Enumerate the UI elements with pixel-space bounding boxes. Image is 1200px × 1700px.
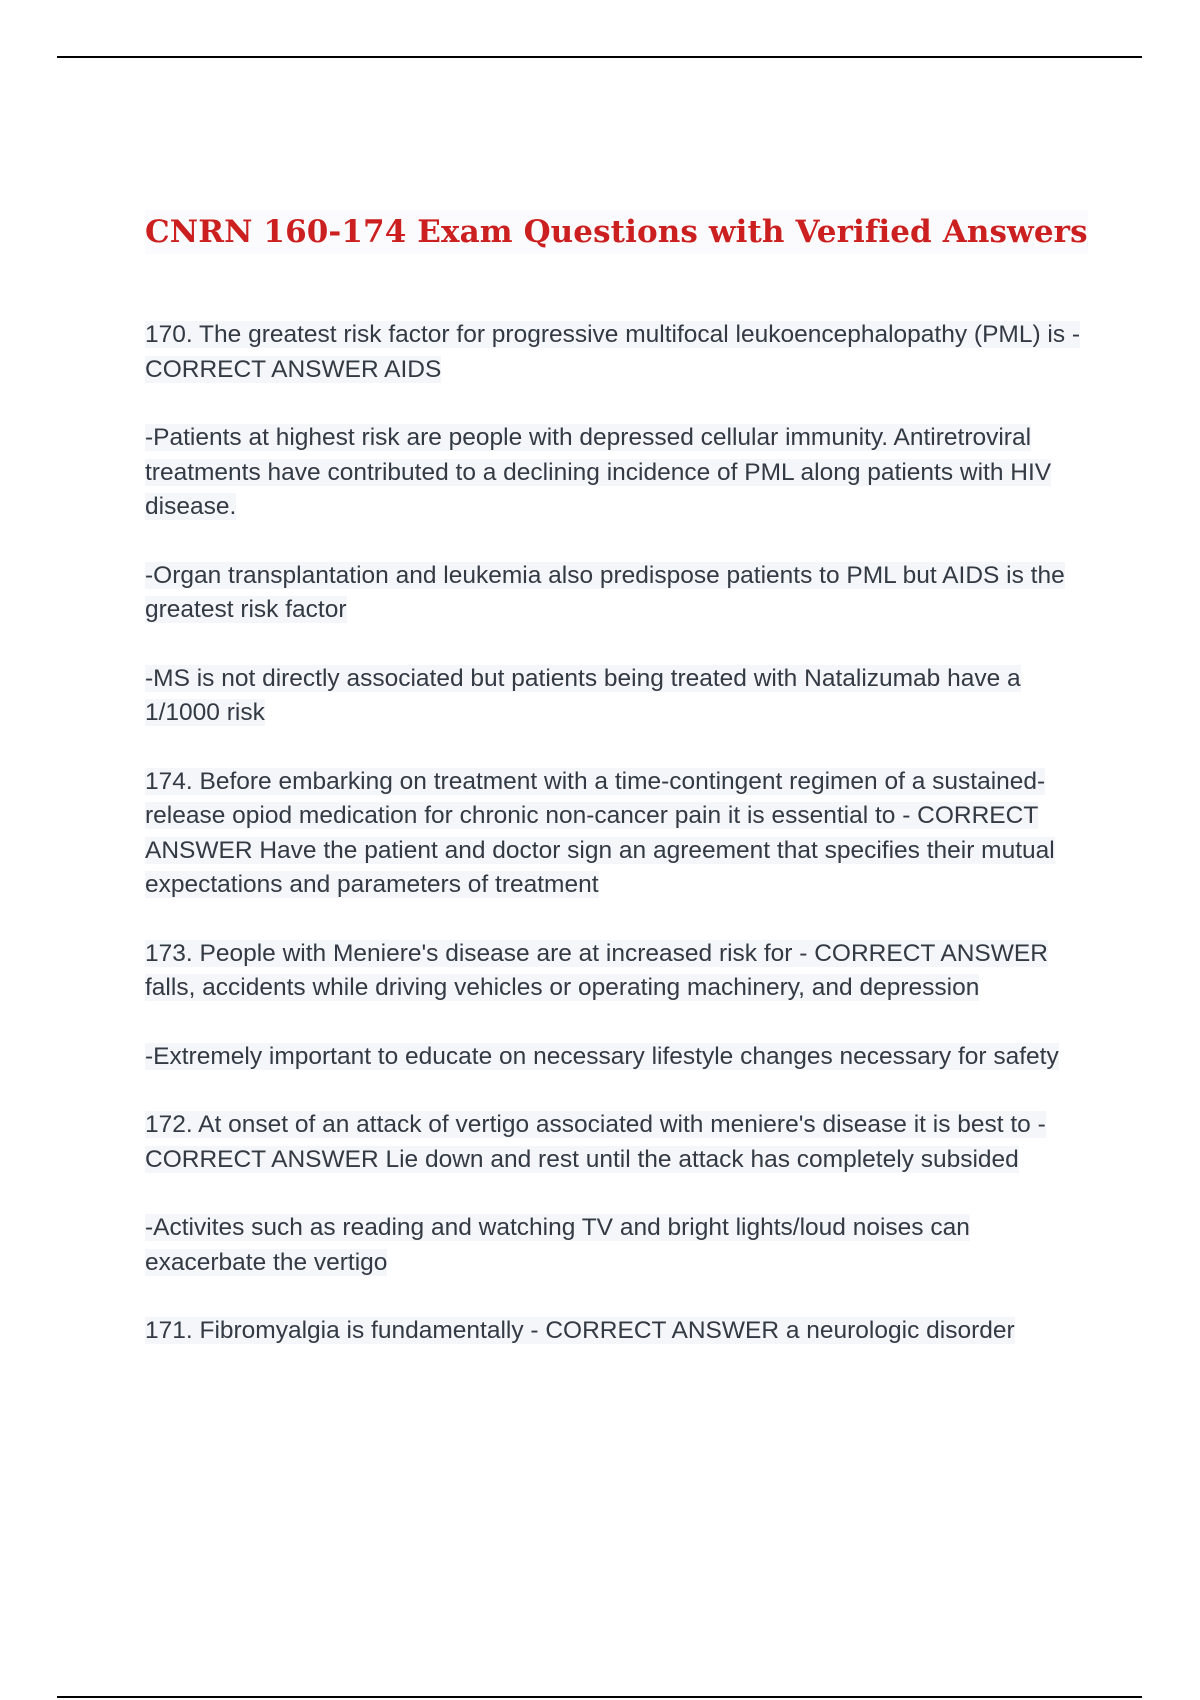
document-body: [145, 210, 1090, 1383]
bottom-rule: [57, 1696, 1142, 1698]
note-173-lifestyle: [145, 1040, 1090, 1075]
paragraph-text: 172. At onset of an attack of vertigo associated with meniere's disease it is best to - CORRECT ANSWER Lie down and rest until the attack has completely subsided: [145, 1111, 1046, 1173]
top-rule: [57, 56, 1142, 58]
paragraph-text: -Extremely important to educate on necessary lifestyle changes necessary for safety: [145, 1042, 1059, 1070]
note-172-activities: [145, 1211, 1090, 1280]
question-171: [145, 1314, 1090, 1349]
paragraph-text: 173. People with Meniere's disease are at increased risk for - CORRECT ANSWER falls, accidents while driving vehicles or operating machinery, and depression: [145, 939, 1048, 1001]
paragraph-text: -Patients at highest risk are people with depressed cellular immunity. Antiretroviral treatments have contributed to a declining incidence of PML along patients with HIV disease.: [145, 424, 1052, 520]
paragraph-text: 171. Fibromyalgia is fundamentally - CORRECT ANSWER a neurologic disorder: [145, 1317, 1015, 1344]
note-170-immunity: [145, 421, 1090, 525]
paragraph-text: -Activites such as reading and watching TV and bright lights/loud noises can exacerbate the vertigo: [145, 1214, 970, 1276]
document-title: CNRN 160-174 Exam Questions with Verified Answers: [145, 210, 1088, 254]
question-172: [145, 1108, 1090, 1177]
paragraph-text: 174. Before embarking on treatment with a time-contingent regimen of a sustained-release opiod medication for chronic non-cancer pain it is essential to - CORRECT ANSWER Have the patient and doctor sign an agreement that specifies their mutual expectations and parameters of treatment: [145, 767, 1055, 898]
question-173: [145, 937, 1090, 1006]
question-170: [145, 318, 1090, 387]
paragraph-text: 170. The greatest risk factor for progressive multifocal leukoencephalopathy (PML) is - CORRECT ANSWER AIDS: [145, 321, 1081, 383]
note-170-ms: [145, 662, 1090, 731]
question-174: [145, 765, 1090, 903]
paragraph-text: -MS is not directly associated but patients being treated with Natalizumab have a 1/1000 risk: [145, 664, 1021, 726]
paragraph-text: -Organ transplantation and leukemia also predispose patients to PML but AIDS is the greatest risk factor: [145, 561, 1065, 623]
note-170-transplant: [145, 559, 1090, 628]
